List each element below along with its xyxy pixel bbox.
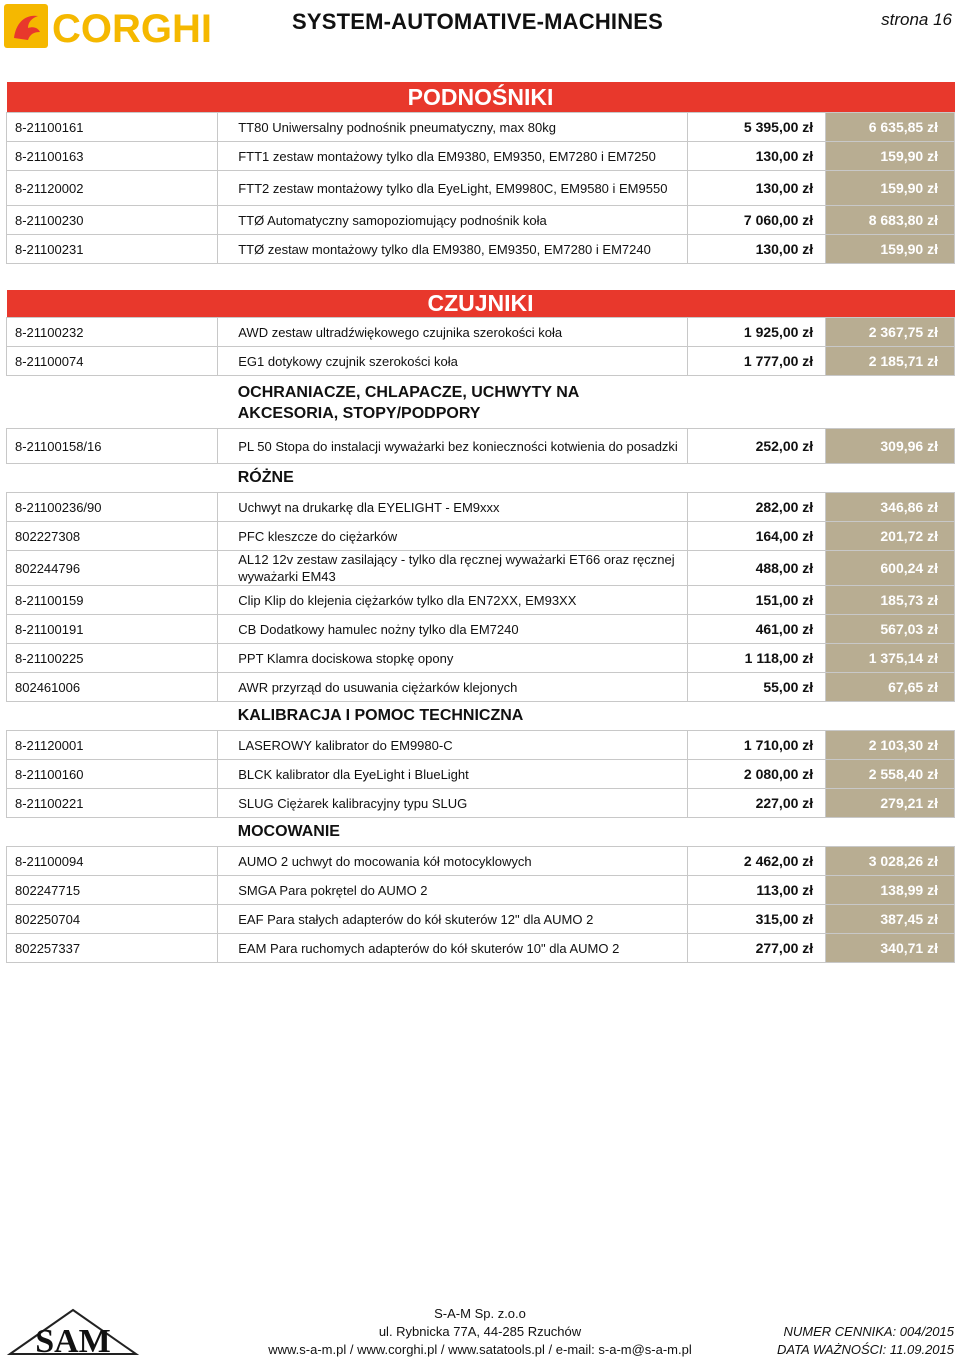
footer-company: S-A-M Sp. z.o.o (434, 1306, 526, 1321)
product-name: LASEROWY kalibrator do EM9980-C (218, 731, 688, 760)
gross-price: 159,90 zł (826, 171, 955, 206)
gross-price: 2 558,40 zł (826, 760, 955, 789)
gross-price: 159,90 zł (826, 235, 955, 264)
table-row (7, 847, 955, 876)
net-price: 227,00 zł (688, 789, 826, 818)
gross-price: 159,90 zł (826, 142, 955, 171)
product-code: 8-21100161 (7, 113, 218, 142)
product-code: 802257337 (7, 934, 218, 963)
product-name: PPT Klamra dociskowa stopkę opony (218, 644, 688, 673)
gross-price: 138,99 zł (826, 876, 955, 905)
table-row (7, 731, 955, 760)
sam-logo (6, 1308, 140, 1358)
company-title: SYSTEM-AUTOMATIVE-MACHINES (292, 9, 664, 34)
gross-price: 600,24 zł (826, 551, 955, 586)
product-name: SMGA Para pokrętel do AUMO 2 (218, 876, 688, 905)
table-row (7, 347, 955, 376)
gross-price: 279,21 zł (826, 789, 955, 818)
empty-cell (7, 464, 218, 493)
empty-cell (7, 818, 218, 847)
net-price: 461,00 zł (688, 615, 826, 644)
table-row (7, 905, 955, 934)
footer-web: www.s-a-m.pl / www.corghi.pl / www.satatools.pl / e-mail: s-a-m@s-a-m.pl (268, 1342, 692, 1357)
section-title-row (7, 290, 955, 318)
table-row (7, 615, 955, 644)
gross-price: 387,45 zł (826, 905, 955, 934)
gross-price: 201,72 zł (826, 522, 955, 551)
net-price: 282,00 zł (688, 493, 826, 522)
product-name: Clip Klip do klejenia ciężarków tylko dla EN72XX, EM93XX (218, 586, 688, 615)
empty-cell (826, 464, 955, 493)
product-code: 8-21100074 (7, 347, 218, 376)
net-price: 130,00 zł (688, 171, 826, 206)
table-row (7, 789, 955, 818)
product-code: 802227308 (7, 522, 218, 551)
subsection-row (7, 464, 955, 493)
product-code: 8-21100160 (7, 760, 218, 789)
price-list (6, 82, 955, 963)
gross-price: 567,03 zł (826, 615, 955, 644)
net-price: 277,00 zł (688, 934, 826, 963)
price-list-number: NUMER CENNIKA: 004/2015 (783, 1324, 954, 1339)
section-title-kalibracja: KALIBRACJA I POMOC TECHNICZNA (237, 707, 524, 724)
product-name: AWD zestaw ultradźwiękowego czujnika szerokości koła (218, 318, 688, 347)
product-name: PL 50 Stopa do instalacji wyważarki bez konieczności kotwienia do posadzki (218, 429, 688, 464)
product-name: Uchwyt na drukarkę dla EYELIGHT - EM9xxx (218, 493, 688, 522)
gross-price: 185,73 zł (826, 586, 955, 615)
table-row (7, 522, 955, 551)
net-price: 151,00 zł (688, 586, 826, 615)
page-header (0, 0, 960, 51)
brand-text: CORGHI (52, 7, 212, 51)
gross-price: 340,71 zł (826, 934, 955, 963)
table-row (7, 673, 955, 702)
net-price: 488,00 zł (688, 551, 826, 586)
gross-price: 3 028,26 zł (826, 847, 955, 876)
table-row (7, 586, 955, 615)
table-row (7, 760, 955, 789)
net-price: 130,00 zł (688, 235, 826, 264)
table-row (7, 171, 955, 206)
table-row (7, 235, 955, 264)
price-table (6, 82, 955, 963)
net-price: 315,00 zł (688, 905, 826, 934)
product-name: BLCK kalibrator dla EyeLight i BlueLight (218, 760, 688, 789)
section-title-mocowanie: MOCOWANIE (237, 823, 340, 840)
product-code: 8-21100221 (7, 789, 218, 818)
spacer (7, 264, 955, 291)
empty-cell (826, 376, 955, 429)
table-row (7, 113, 955, 142)
validity-date: DATA WAŻNOŚCI: 11.09.2015 (776, 1342, 954, 1357)
product-code: 8-21100231 (7, 235, 218, 264)
empty-cell (688, 818, 826, 847)
product-code: 802244796 (7, 551, 218, 586)
empty-cell (7, 702, 218, 731)
product-name: TTØ zestaw montażowy tylko dla EM9380, EM9350, EM7280 i EM7240 (218, 235, 688, 264)
section-title-czujniki: CZUJNIKI (7, 290, 955, 318)
net-price: 1 777,00 zł (688, 347, 826, 376)
product-code: 802247715 (7, 876, 218, 905)
product-code: 8-21100236/90 (7, 493, 218, 522)
product-name: TTØ Automatyczny samopoziomujący podnośnik koła (218, 206, 688, 235)
product-code: 8-21100232 (7, 318, 218, 347)
gross-price: 67,65 zł (826, 673, 955, 702)
subsection-row (7, 376, 955, 429)
net-price: 130,00 zł (688, 142, 826, 171)
section-title-row (7, 82, 955, 113)
gross-price: 2 185,71 zł (826, 347, 955, 376)
net-price: 1 118,00 zł (688, 644, 826, 673)
net-price: 113,00 zł (688, 876, 826, 905)
net-price: 2 462,00 zł (688, 847, 826, 876)
product-name: TT80 Uniwersalny podnośnik pneumatyczny, max 80kg (218, 113, 688, 142)
product-name: FTT1 zestaw montażowy tylko dla EM9380, EM9350, EM7280 i EM7250 (218, 142, 688, 171)
empty-cell (7, 376, 218, 429)
product-name: PFC kleszcze do ciężarków (218, 522, 688, 551)
page-number: strona 16 (881, 10, 952, 29)
table-row (7, 318, 955, 347)
net-price: 5 395,00 zł (688, 113, 826, 142)
product-name: EAM Para ruchomych adapterów do kół skuterów 10" dla AUMO 2 (218, 934, 688, 963)
empty-cell (826, 818, 955, 847)
net-price: 1 925,00 zł (688, 318, 826, 347)
gross-price: 2 367,75 zł (826, 318, 955, 347)
product-code: 8-21120002 (7, 171, 218, 206)
product-name: SLUG Ciężarek kalibracyjny typu SLUG (218, 789, 688, 818)
table-row (7, 493, 955, 522)
product-code: 802250704 (7, 905, 218, 934)
net-price: 55,00 zł (688, 673, 826, 702)
table-row (7, 551, 955, 586)
table-row (7, 206, 955, 235)
net-price: 164,00 zł (688, 522, 826, 551)
product-code: 8-21100159 (7, 586, 218, 615)
page-footer (0, 1300, 960, 1361)
product-name: AWR przyrząd do usuwania ciężarków klejonych (218, 673, 688, 702)
gross-price: 1 375,14 zł (826, 644, 955, 673)
empty-cell (826, 702, 955, 731)
table-row (7, 876, 955, 905)
product-code: 8-21120001 (7, 731, 218, 760)
table-row (7, 429, 955, 464)
empty-cell (688, 702, 826, 731)
product-code: 8-21100163 (7, 142, 218, 171)
product-name: CB Dodatkowy hamulec nożny tylko dla EM7240 (218, 615, 688, 644)
table-row (7, 934, 955, 963)
spacer-row (7, 264, 955, 291)
section-title-ochraniacze: OCHRANIACZE, CHLAPACZE, UCHWYTY NA AKCESORIA, STOPY/PODPORY (237, 384, 579, 422)
product-code: 8-21100094 (7, 847, 218, 876)
subsection-row (7, 702, 955, 731)
net-price: 7 060,00 zł (688, 206, 826, 235)
empty-cell (688, 464, 826, 493)
product-name: FTT2 zestaw montażowy tylko dla EyeLight, EM9980C, EM9580 i EM9550 (218, 171, 688, 206)
corghi-logo (4, 4, 212, 51)
footer-address: ul. Rybnicka 77A, 44-285 Rzuchów (378, 1324, 582, 1339)
product-name: AUMO 2 uchwyt do mocowania kół motocyklowych (218, 847, 688, 876)
gross-price: 346,86 zł (826, 493, 955, 522)
product-code: 8-21100191 (7, 615, 218, 644)
gross-price: 6 635,85 zł (826, 113, 955, 142)
product-code: 802461006 (7, 673, 218, 702)
section-title-podnosniki: PODNOŚNIKI (7, 82, 955, 113)
section-title-rozne: RÓŻNE (237, 469, 294, 486)
table-row (7, 142, 955, 171)
subsection-row (7, 818, 955, 847)
product-code: 8-21100158/16 (7, 429, 218, 464)
net-price: 252,00 zł (688, 429, 826, 464)
gross-price: 8 683,80 zł (826, 206, 955, 235)
table-row (7, 644, 955, 673)
gross-price: 309,96 zł (826, 429, 955, 464)
product-name: AL12 12v zestaw zasilający - tylko dla ręcznej wyważarki ET66 oraz ręcznej wyważarki EM43 (218, 551, 688, 586)
empty-cell (688, 376, 826, 429)
product-name: EAF Para stałych adapterów do kół skuterów 12" dla AUMO 2 (218, 905, 688, 934)
net-price: 2 080,00 zł (688, 760, 826, 789)
product-name: EG1 dotykowy czujnik szerokości koła (218, 347, 688, 376)
net-price: 1 710,00 zł (688, 731, 826, 760)
logo-text: SAM (35, 1323, 111, 1360)
product-code: 8-21100230 (7, 206, 218, 235)
product-code: 8-21100225 (7, 644, 218, 673)
gross-price: 2 103,30 zł (826, 731, 955, 760)
